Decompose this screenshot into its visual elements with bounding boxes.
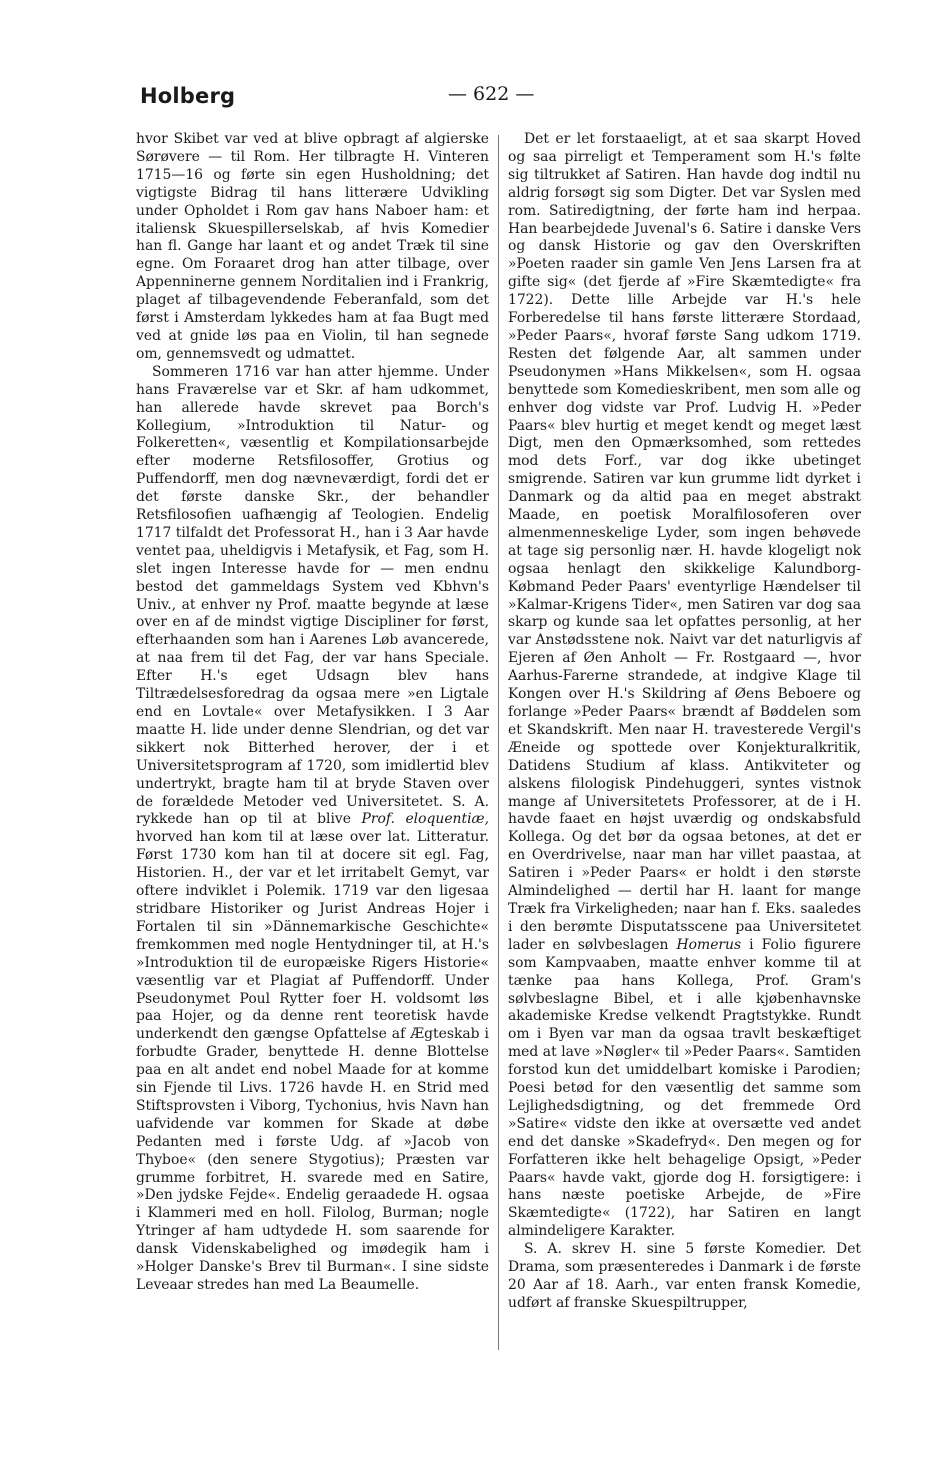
paragraph — [136, 364, 489, 1295]
right-column — [508, 131, 861, 1313]
paragraph — [508, 131, 861, 1241]
paragraph-text: Sommeren 1716 var han atter hjemme. Under hans Fraværelse var et Skr. af ham udkommet, han allerede havde skrevet paa Borch's Kollegium, »Introduktion til Natur- og Folkeretten«, væsentlig et Kompilationsarbejde efter moderne Retsfilosoffer, Grotius og Puffendorff, men dog nævneværdigt, fordi det er det første danske Skr., der behandler Retsfilosofien uafhængig af Teologien. Endelig 1717 tilfaldt det Professorat H., han i 3 Aar havde ventet paa, uheldigvis i Metafysik, et Fag, som H. slet ingen Interesse havde for — men endnu bestod det gammeldags System ved Kbhvn's Univ., at enhver ny Prof. maatte begynde at læse over en af de mindst vigtige Discipliner for først, efterhaanden som han i Aarenes Løb avancerede, at naa frem til det Fag, der var hans Speciale. Efter H.'s eget Udsagn blev hans Tiltrædelsesforedrag da ogsaa mere »en Ligtale end en Lovtale« over Metafysikken. I 3 Aar maatte H. lide under denne Slendrian, og det var sikkert nok Bitterhed herover, der i et Universitetsprogram af 1720, som imidlertid blev undertrykt, bragte ham til at bryde Staven over de forældede Metoder ved Universitetet. S. A. rykkede han op til at blive — [136, 363, 489, 828]
italic-term: Homerus — [676, 936, 742, 953]
page-number: — 622 — — [448, 83, 535, 105]
paragraph: S. A. skrev H. sine 5 første Komedier. Det Drama, som præsenteredes i Danmark i de første 20 Aar af 18. Aarh., var enten fransk Komedie, udført af franske Skuespiltrupper, — [508, 1241, 861, 1311]
paragraph-text: i Folio figurere som Kampvaaben, maatte enhver komme til at tænke paa hans Kollega, Prof. Gram's sølvbeslagne Bibel, et i alle kjøbenhavnske akademiske Kredse velkendt Pragtstykke. Rundt om i Byen var man da ogsaa travlt beskæftiget med at lave »Nøgler« til »Peder Paars«. Samtiden forstod kun det umiddelbart komiske i Parodien; Poesi betød for den væsentlig det samme som Lejlighedsdigtning, og det fremmede Ord »Satire« vidste den ikke at oversætte ved andet end det danske »Skadefryd«. Den megen og for Forfatteren ikke helt behagelige Opsigt, »Peder Paars« havde vakt, gjorde dog H. forsigtigere: i hans næste poetiske Arbejde, de »Fire Skæmtedigte« (1722), har Satiren en langt almindeligere Karakter. — [508, 936, 861, 1240]
paragraph-text: Det er let forstaaeligt, at et saa skarpt Hoved og saa pirreligt et Temperament som H.'s følte sig tiltrukket af Satiren. Han havde dog indtil nu aldrig forsøgt sig som Digter. Det var Syslen med rom. Satiredigtning, der førte ham ind herpaa. Han bearbejdede Juvenal's 6. Satire i danske Vers og dansk Historie og gav den Overskriften »Poeten raader sin gamle Ven Jens Larsen fra at gifte sig« (det fjerde af »Fire Skæmtedigte« fra 1722). Dette lille Arbejde var H.'s hele Forberedelse til hans første litterære Stordaad, »Peder Paars«, hvoraf første Sang udkom 1719. Resten det følgende Aar, alt sammen under Pseudonymen »Hans Mikkelsen«, som H. ogsaa benyttede som Komedieskribent, men som alle og enhver dog vidste var Prof. Ludvig H. »Peder Paars« blev hurtig et meget kendt og meget læst Digt, men den Opmærksomhed, som rettedes mod dets Forf., var dog ikke ubetinget smigrende. Satiren var kun grumme lidt dyrket i Danmark og da altid paa en meget abstrakt Maade, en poetisk Moralfilosoferen over almenmenneskelige Lyder, som ingen behøvede at tage sig personlig nær. H. havde klogeligt nok ogsaa henlagt den skikkelige Kalundborg-Købmand Peder Paars' eventyrlige Hændelser til »Kalmar-Krigens Tider«, men Satiren var dog saa skarp og kunde saa let opfattes personlig, at her var Anstødsstene nok. Naivt var det naturligvis af Ejeren af Øen Anholt — Fr. Rostgaard —, hvor Aarhus-Farerne strandede, at indgive Klage til Kongen over H.'s Skildring af Øens Beboere og forlange »Peder Paars« brændt af Bøddelen som et Skandskrift. Men naar H. travesterede Vergil's Æneide og spottede over Konjekturalkritik, Datidens Studium af klass. Antikviteter og alskens filologisk Pindehuggeri, syntes vistnok mange af Universitetets Professorer, at de i H. havde faaet en højst uværdig og ondskabsfuld Kollega. Og det bør da ogsaa betones, at det er en Overdrivelse, naar man har villet paastaa, at Satiren i »Peder Paars« er holdt i den største Almindelighed — dertil har H. laant for mange Træk fra Virkeligheden; naar han f. Eks. saaledes i den berømte Disputatsscene paa Universitetet lader en sølvbeslagen — [508, 131, 861, 953]
italic-term: Prof. eloquentiæ, — [361, 811, 489, 828]
column-divider — [498, 135, 499, 1350]
paragraph-text: hvorved han kom til at læse over lat. Litteratur. Først 1730 kom han til at docere sit egl. Fag, Historien. H., der var et let irritabelt Gemyt, var oftere indviklet i Polemik. 1719 var den ligesaa stridbare Historiker og Jurist Andreas Hojer i Fortalen til sin »Dännemarkische Geschichte« fremkommen med nogle Hentydninger til, at H.'s »Introduktion til de europæiske Rigers Historie« væsentlig var et Plagiat af Puffendorff. Under Pseudonymet Poul Rytter foer H. voldsomt løs paa Hojer, og da denne rent teoretisk havde underkendt den gængse Opfattelse af Ægteskab i forbudte Grader, benyttede H. denne Blottelse paa en alt andet end nobel Maade for at komme sin Fjende til Livs. 1726 havde H. en Strid med Stiftsprovsten i Viborg, Tychonius, hvis Navn han uafvidende var kommen for Skade at døbe Pedanten med i første Udg. af »Jacob von Thyboe« (den senere Stygotius); Præsten var grumme forbitret, H. svarede med en Satire, »Den jydske Fejde«. Endelig geraadede H. ogsaa i Klammeri med en holl. Filolog, Burman; nogle Ytringer af ham udtydede H. som saarende for dansk Videnskabelighed og imødegik ham i »Holger Danske's Brev til Burman«. I sine sidste Leveaar stredes han med La Beaumelle. — [136, 829, 489, 1293]
page-header — [0, 76, 928, 116]
paragraph: hvor Skibet var ved at blive opbragt af algierske Sørøvere — til Rom. Her tilbragte H. Vinteren 1715—16 og førte sin egen Husholdning; det vigtigste Bidrag til hans litterære Udvikling under Opholdet i Rom gav hans Naboer ham: et italiensk Skuespillerselskab, af hvis Komedier han fl. Gange har laant et og andet Træk til sine egne. Om Foraaret drog han atter tilbage, over Appenninerne gennem Norditalien ind i Frankrig, plaget af tilbagevendende Feberanfald, som det først i Amsterdam lykkedes ham at faa Bugt med ved at gnide løs paa en Violin, til han segnede om, gennemsvedt og udmattet. — [136, 131, 489, 362]
left-column — [136, 131, 489, 1295]
running-head: Holberg — [140, 84, 236, 108]
